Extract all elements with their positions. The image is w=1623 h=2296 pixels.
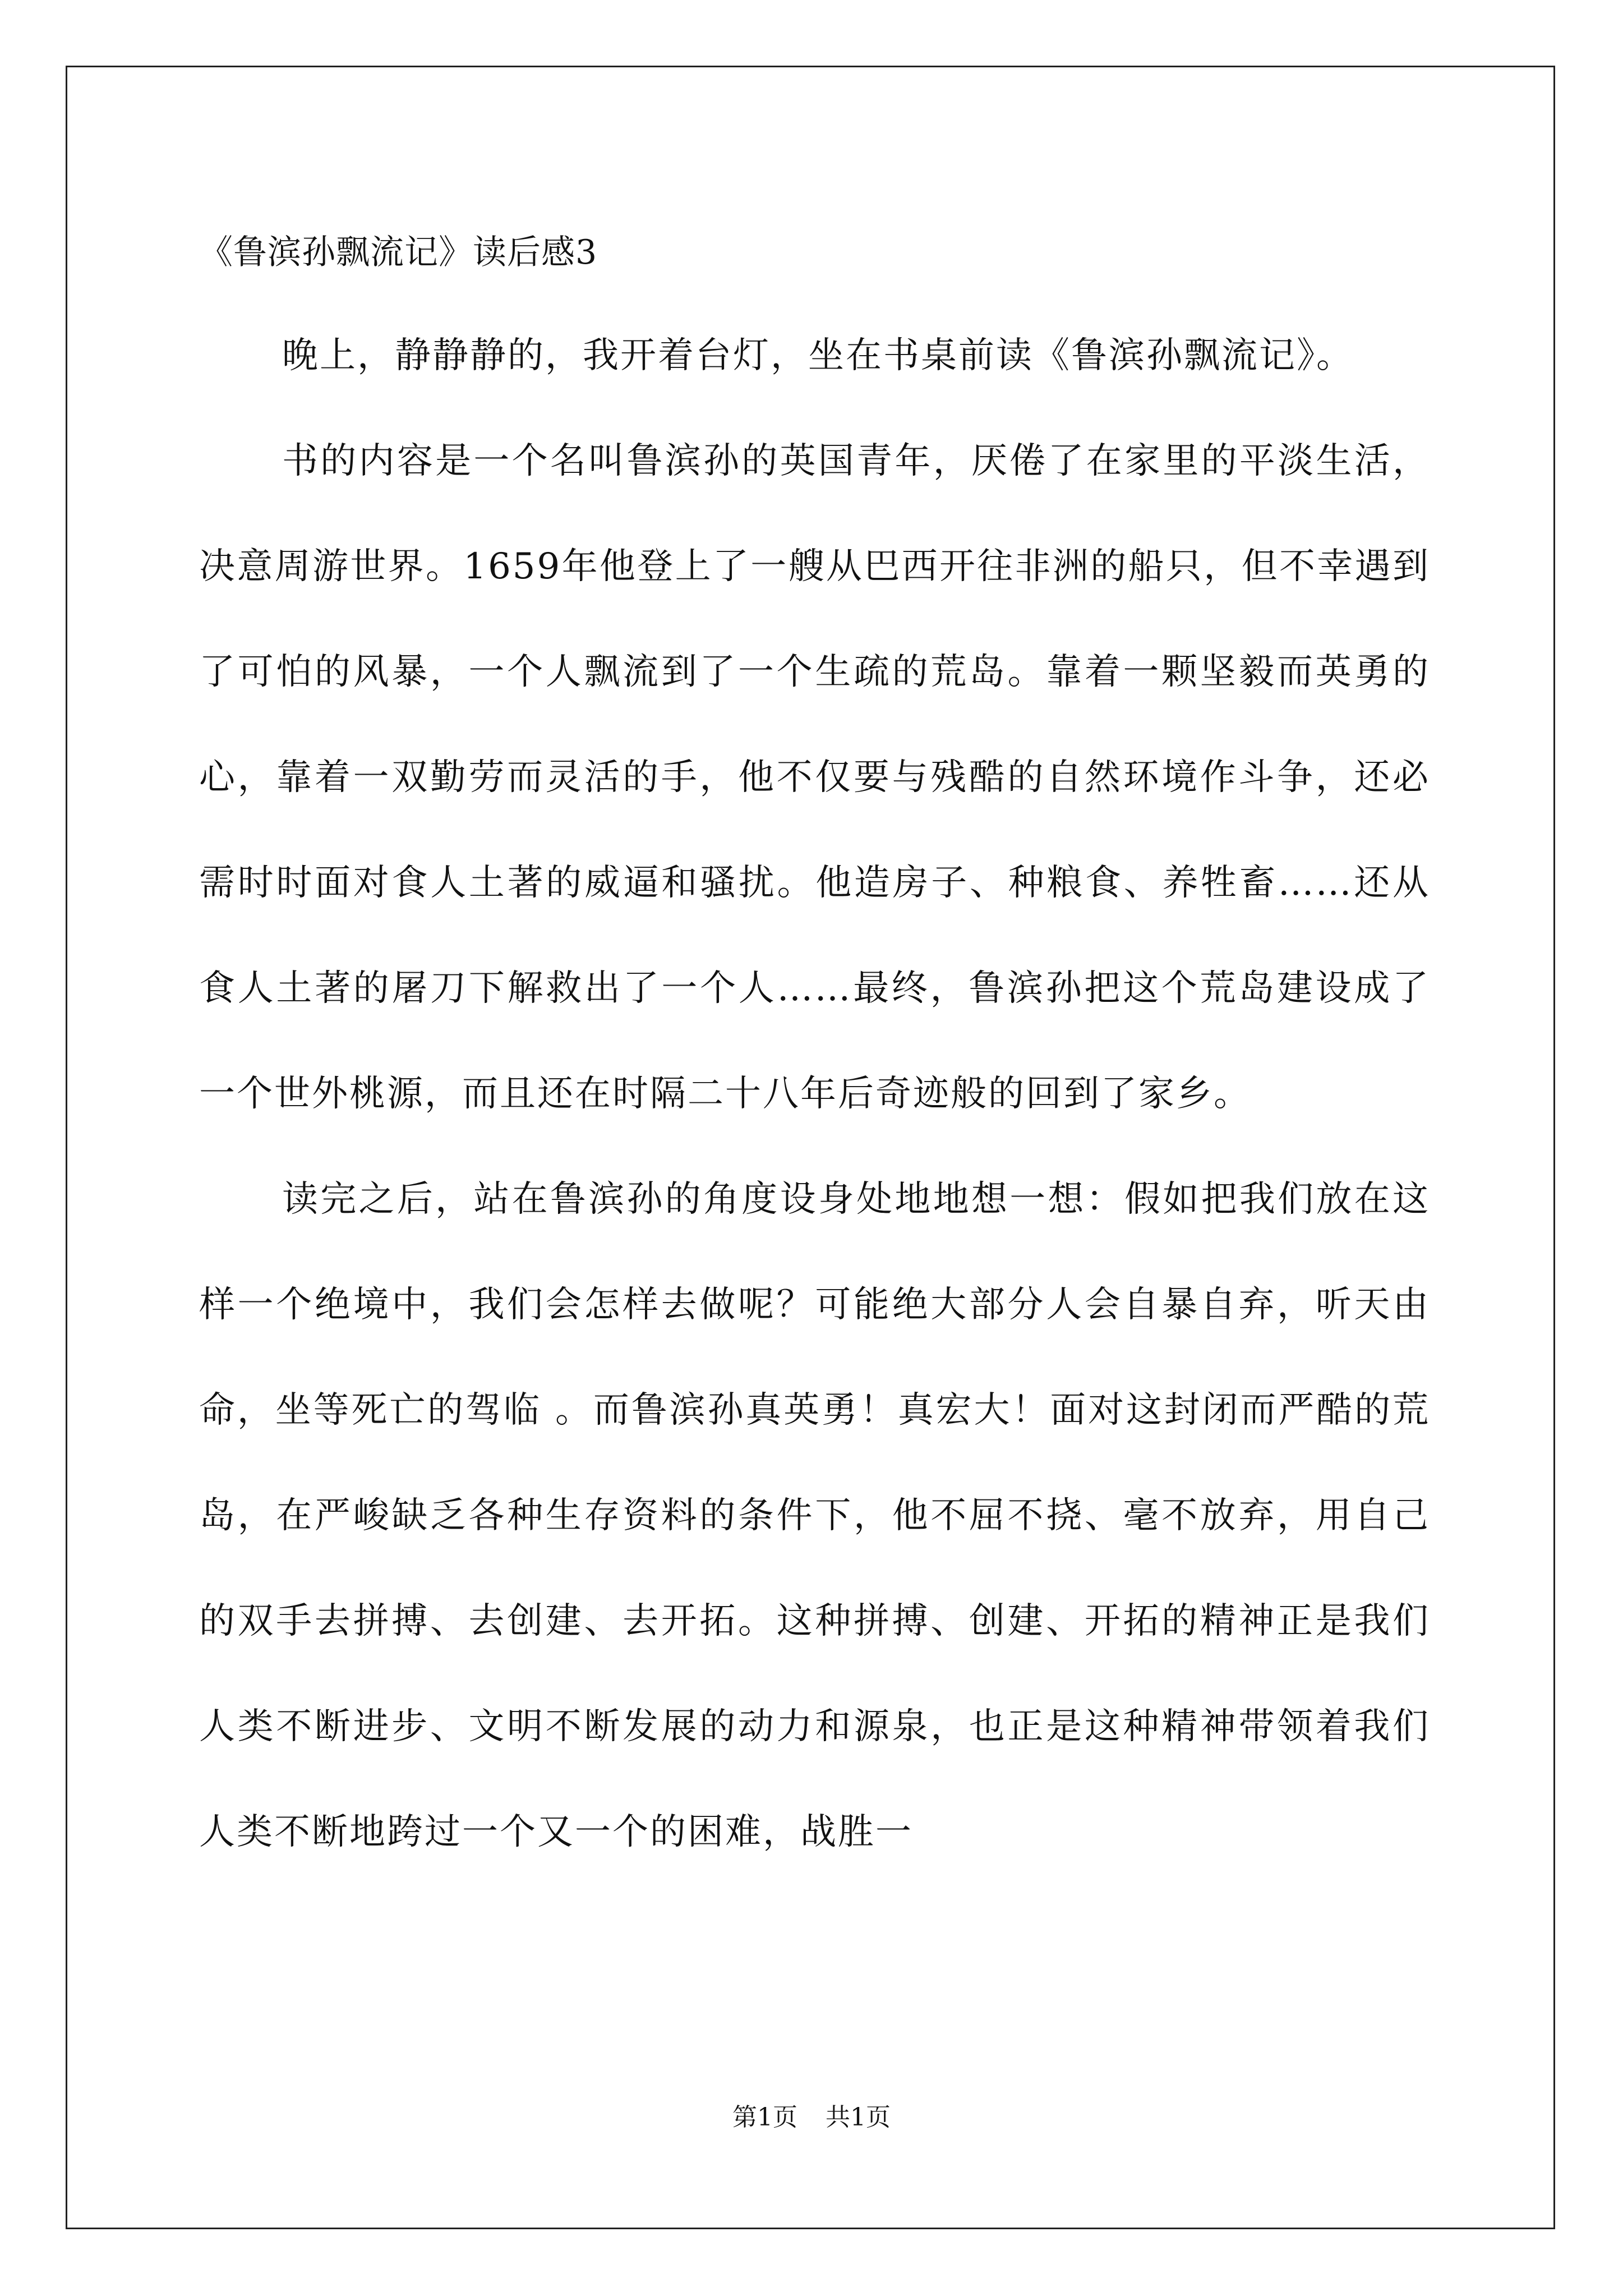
page-footer: [0, 2101, 1623, 2134]
paragraph-reflection: 读完之后，站在鲁滨孙的角度设身处地地想一想：假如把我们放在这样一个绝境中，我们会怎样去做呢？可能绝大部分人会自暴自弃，听天由命，坐等死亡的驾临 。而鲁滨孙真英勇！真宏大！面对这封闭而严酷的荒岛，在严峻缺乏各种生存资料的条件下，他不屈不挠、毫不放弃，用自己的双手去拼搏、去创建、去开拓。这种拼搏、创建、开拓的精神正是我们人类不断进步、文明不断发展的动力和源泉，也正是这种精神带领着我们人类不断地跨过一个又一个的困难，战胜一: [199, 1179, 1430, 1853]
page-number-current: 第1页: [732, 2103, 797, 2132]
document-body: [199, 224, 1430, 1885]
paragraph-summary: 书的内容是一个名叫鲁滨孙的英国青年，厌倦了在家里的平淡生活，决意周游世界。1659年他登上了一艘从巴西开往非洲的船只，但不幸遇到了可怕的风暴，一个人飘流到了一个生疏的荒岛。靠着一颗坚毅而英勇的心，靠着一双勤劳而灵活的手，他不仅要与残酷的自然环境作斗争，还必需时时面对食人土著的威逼和骚扰。他造房子、种粮食、养牲畜……还从食人土著的屠刀下解救出了一个人……最终，鲁滨孙把这个荒岛建设成了一个世外桃源，而且还在时隔二十八年后奇迹般的回到了家乡。: [199, 440, 1430, 1115]
paragraph-intro: 晚上，静静静的，我开着台灯，坐在书桌前读《鲁滨孙飘流记》。: [282, 335, 1354, 376]
page-number-total: 共1页: [826, 2103, 891, 2132]
document-title: 《鲁滨孙飘流记》读后感3: [199, 233, 598, 272]
